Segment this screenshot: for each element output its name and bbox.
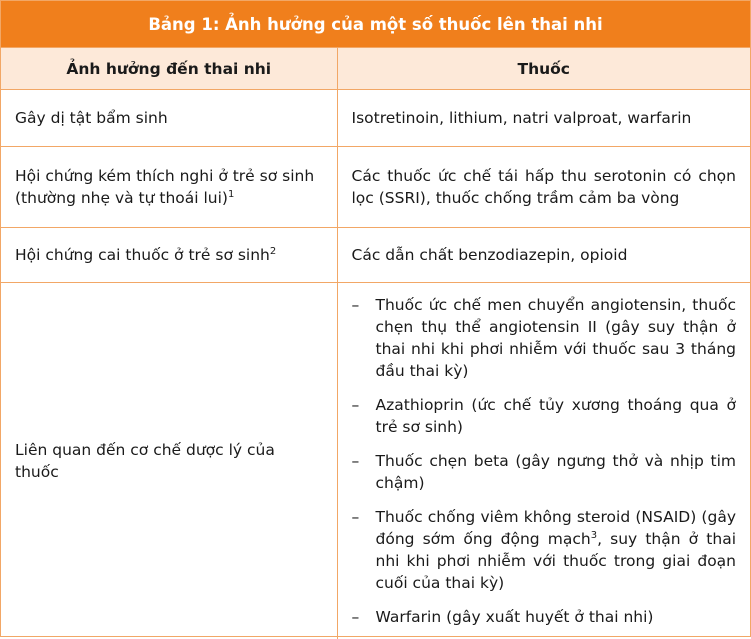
drug-cell: Isotretinoin, lithium, natri valproat, warfarin [337,90,750,147]
table-row [1,147,750,228]
table-row [1,283,750,639]
table-title: Bảng 1: Ảnh hưởng của một số thuốc lên thai nhi [1,1,750,48]
footnote-marker: 2 [270,246,276,257]
effect-text: Hội chứng kém thích nghi ở trẻ sơ sinh (thường nhẹ và tự thoái lui) [15,167,314,207]
drug-cell [337,283,750,639]
list-item-text: Thuốc chống viêm không steroid (NSAID) (gây đóng sớm ống động mạch [376,508,737,548]
dash-bullet: – [352,506,366,528]
table-row [1,228,750,283]
dash-bullet: – [352,294,366,316]
dash-bullet: – [352,606,366,628]
list-item-text-continued: , suy thận ở thai nhi khi phơi nhiễm với thuốc trong giai đoạn cuối của thai kỳ) [376,530,737,592]
list-item [352,294,737,382]
list-item [352,450,737,494]
drug-cell: Các thuốc ức chế tái hấp thu serotonin có chọn lọc (SSRI), thuốc chống trầm cảm ba vòng [337,147,750,228]
list-item [352,394,737,438]
header-row [1,48,750,90]
pharmacology-drug-list [352,294,737,628]
dash-bullet: – [352,450,366,472]
effect-text: Hội chứng cai thuốc ở trẻ sơ sinh [15,246,270,264]
footnote-marker: 3 [591,530,597,541]
table-row [1,90,750,147]
list-item-text: Warfarin (gây xuất huyết ở thai nhi) [376,608,654,626]
footnote-marker: 1 [228,189,234,200]
effect-cell [1,283,337,639]
list-item-text: Azathioprin (ức chế tủy xương thoáng qua ở trẻ sơ sinh) [376,396,737,436]
header-drug: Thuốc [337,48,750,90]
list-item-text: Thuốc ức chế men chuyển angiotensin, thuốc chẹn thụ thể angiotensin II (gây suy thận ở thai nhi khi phơi nhiễm với thuốc sau 3 tháng đầu thai kỳ) [376,296,737,380]
effect-cell [1,90,337,147]
drug-effects-table [1,48,750,639]
effect-cell [1,147,337,228]
drug-cell: Các dẫn chất benzodiazepin, opioid [337,228,750,283]
list-item [352,606,737,628]
list-item [352,506,737,594]
dash-bullet: – [352,394,366,416]
list-item-text: Thuốc chẹn beta (gây ngưng thở và nhịp tim chậm) [376,452,737,492]
effect-text: Gây dị tật bẩm sinh [15,109,168,127]
header-effect: Ảnh hưởng đến thai nhi [1,48,337,90]
effect-cell [1,228,337,283]
effect-text: Liên quan đến cơ chế dược lý của thuốc [15,441,275,481]
